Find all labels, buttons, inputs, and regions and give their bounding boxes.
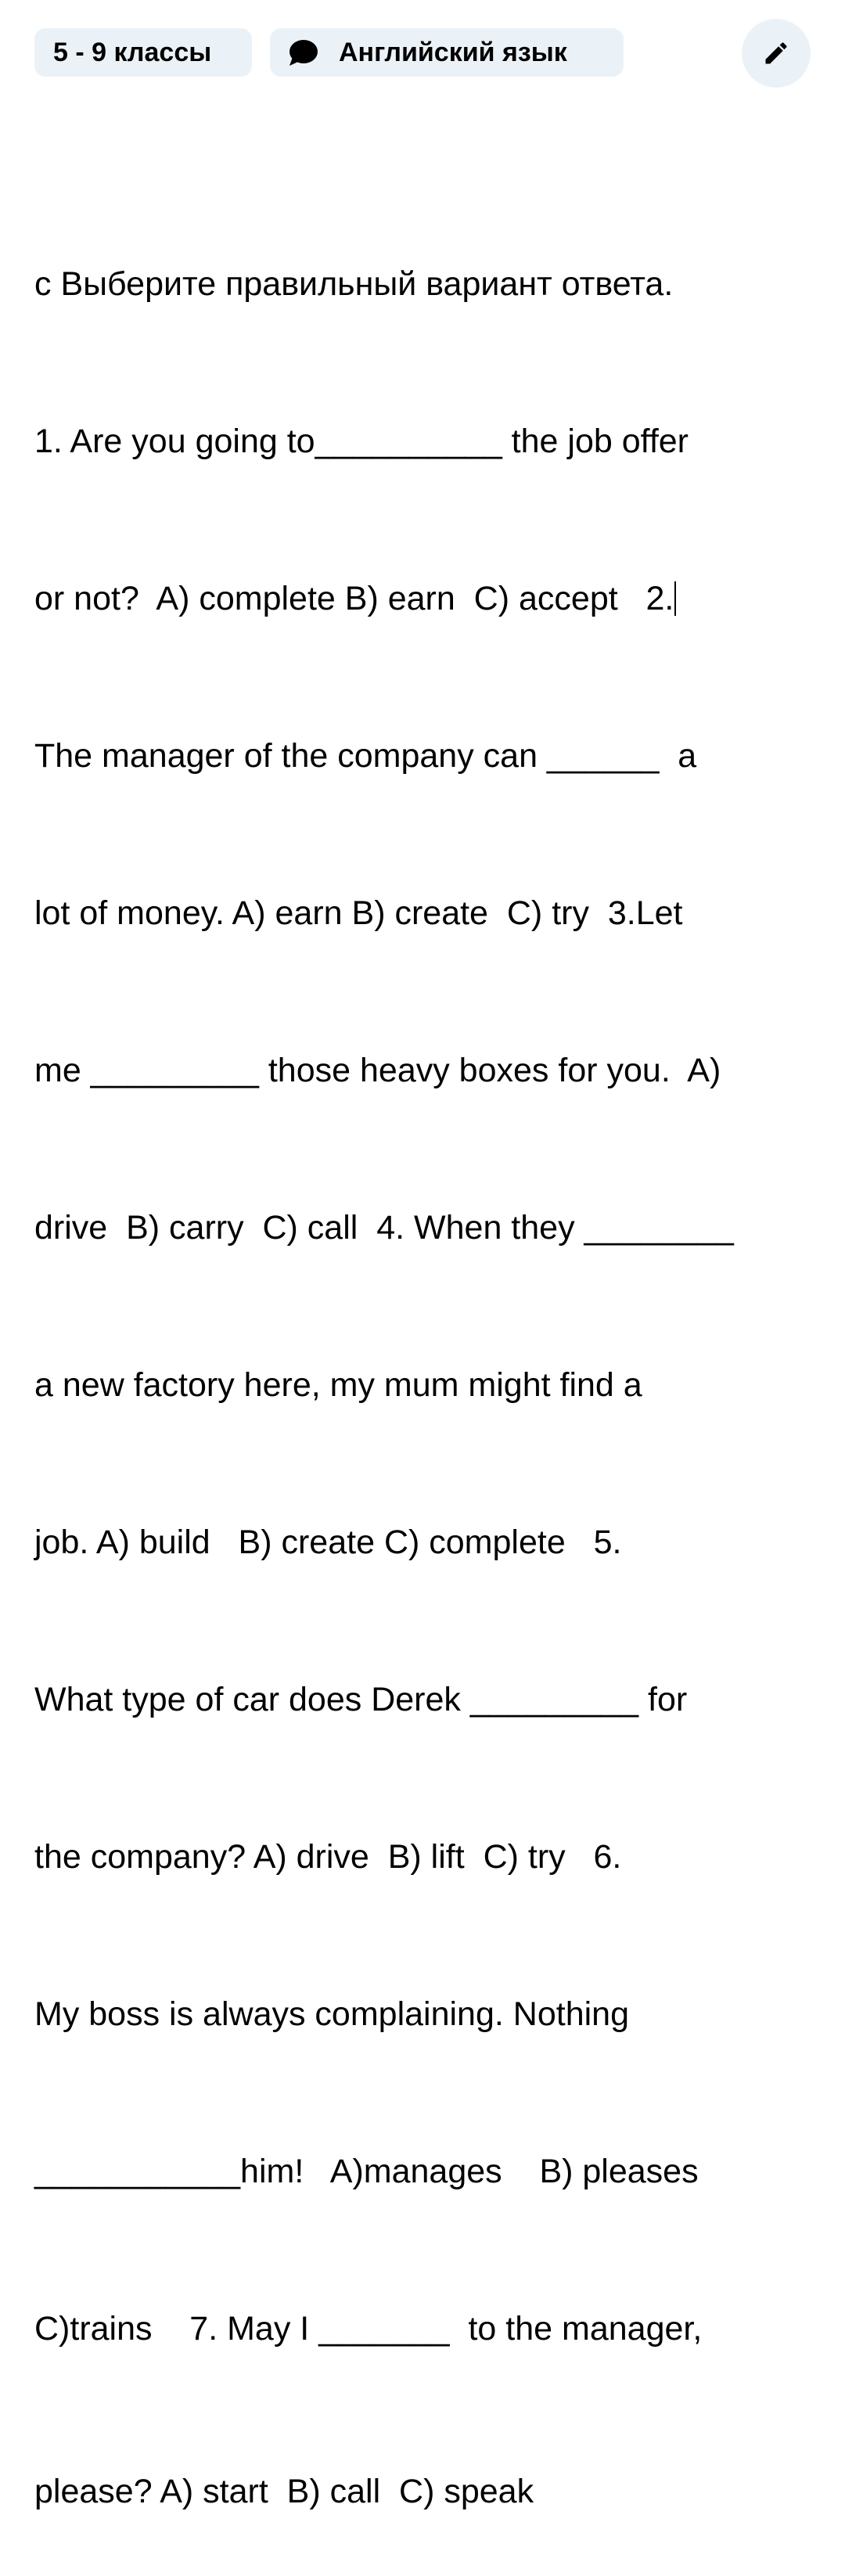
question-line: drive B) carry C) call 4. When they ________ xyxy=(34,1209,734,1247)
subject-chip-label: Английский язык xyxy=(339,37,567,67)
question-line xyxy=(34,573,809,625)
subject-chip[interactable] xyxy=(270,28,624,77)
question-line: a new factory here, my mum might find a xyxy=(34,1366,642,1404)
question-line: C)trains 7. May I _______ to the manager, xyxy=(34,2310,703,2348)
question-line: lot of money. A) earn B) create C) try 3.Let xyxy=(34,894,683,932)
question-line: the company? A) drive B) lift C) try 6. xyxy=(34,1838,622,1876)
question-line: please? A) start B) call C) speak xyxy=(34,2473,534,2510)
question-text xyxy=(34,153,809,2576)
question-line: My boss is always complaining. Nothing xyxy=(34,1995,629,2033)
question-line: me _________ those heavy boxes for you. A) xyxy=(34,1052,721,1089)
pencil-icon xyxy=(762,39,790,67)
question-line: 1. Are you going to__________ the job offer xyxy=(34,423,689,460)
speech-bubble-icon xyxy=(287,37,318,68)
question-header xyxy=(0,0,845,102)
grade-chip[interactable] xyxy=(34,28,252,77)
question-line: job. A) build B) create C) complete 5. xyxy=(34,1524,622,1561)
text-caret xyxy=(674,581,676,616)
question-line-text: or not? A) complete B) earn C) accept 2. xyxy=(34,580,674,617)
question-line: What type of car does Derek _________ for xyxy=(34,1681,688,1718)
question-line: ___________him! A)manages B) pleases xyxy=(34,2153,699,2190)
question-line: The manager of the company can ______ a xyxy=(34,737,697,775)
question-line: с Выберите правильный вариант ответа. xyxy=(34,265,674,303)
grade-chip-label: 5 - 9 классы xyxy=(53,37,212,67)
edit-button[interactable] xyxy=(742,19,811,88)
